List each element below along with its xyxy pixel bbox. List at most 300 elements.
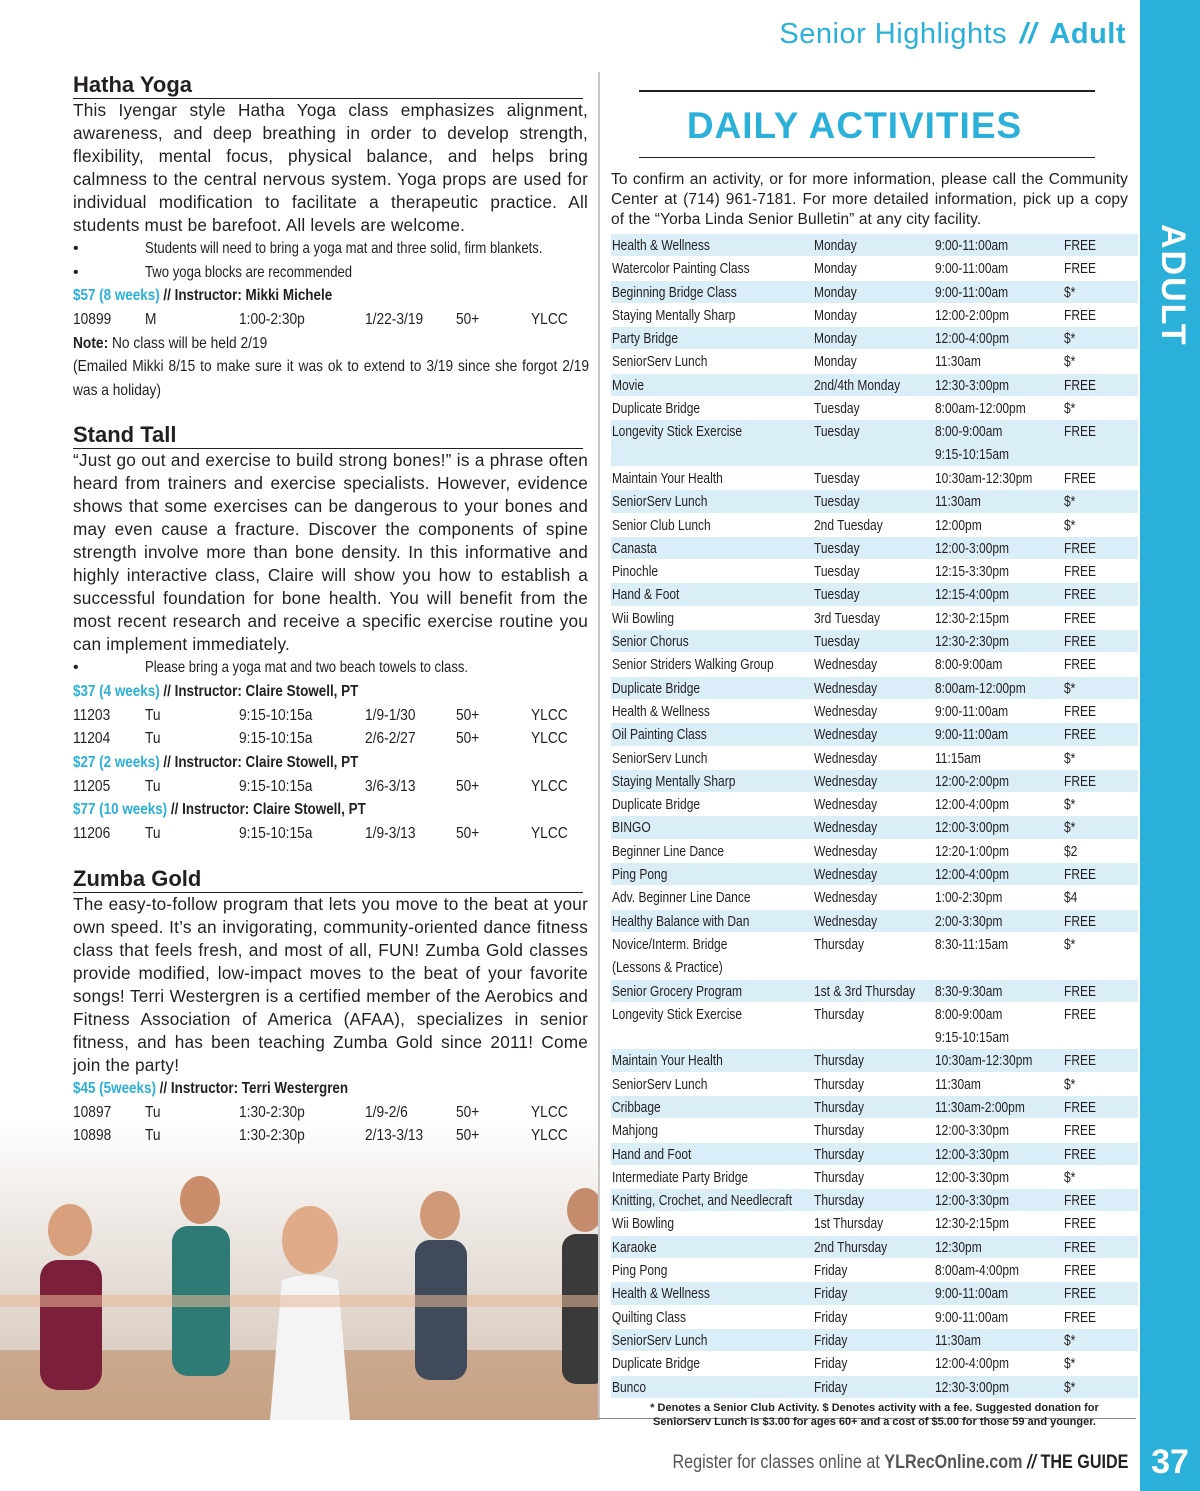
instructor: // Instructor: Claire Stowell, PT: [159, 753, 359, 771]
activity-name: Health & Wellness: [612, 1285, 710, 1303]
activity-day: Monday: [814, 353, 857, 371]
activity-name: Health & Wellness: [612, 702, 710, 720]
session-row: [73, 308, 588, 332]
session-dates: 2/6-2/27: [365, 730, 416, 747]
activity-name: Adv. Beginner Line Dance: [612, 889, 751, 907]
activity-row: [611, 910, 1138, 933]
activity-fee: FREE: [1064, 586, 1097, 604]
activity-name: Beginner Line Dance: [612, 842, 725, 860]
activity-row: [611, 490, 1138, 513]
activity-name: Movie: [612, 376, 645, 394]
activity-time: 11:15am: [935, 749, 981, 767]
session-day: Tu: [145, 1127, 161, 1144]
activity-day: Wednesday: [814, 749, 878, 767]
activity-name: Ping Pong: [612, 1262, 668, 1280]
activity-day: Tuesday: [814, 400, 860, 418]
activity-row: [611, 1096, 1138, 1119]
session-age: 50+: [456, 706, 480, 724]
activity-day: Tuesday: [814, 469, 860, 487]
activity-fee: $*: [1064, 1355, 1076, 1373]
activity-fee: FREE: [1064, 539, 1097, 557]
session-row: [73, 775, 588, 799]
activity-row: [611, 1166, 1138, 1189]
activity-fee: $*: [1064, 679, 1076, 697]
activity-fee: FREE: [1064, 1005, 1097, 1023]
activity-time: 12:30-2:15pm: [935, 609, 1010, 627]
activity-fee: FREE: [1064, 912, 1097, 930]
activity-row: [611, 397, 1138, 420]
session-time: 1:30-2:30p: [239, 1127, 305, 1144]
activity-row: [611, 420, 1138, 467]
activity-day: Tuesday: [814, 423, 860, 441]
stand-tall-title: Stand Tall: [73, 422, 583, 449]
activity-row: [611, 677, 1138, 700]
activity-row: [611, 630, 1138, 653]
activity-row: [611, 1352, 1138, 1375]
footer-separator: //: [1022, 1452, 1041, 1473]
hatha-note: [73, 332, 589, 356]
activity-time: 9:00-11:00am: [935, 1308, 1009, 1326]
activity-name: Wii Bowling: [612, 609, 675, 627]
activity-row: [611, 816, 1138, 839]
session-dates: 1/9-1/30: [365, 706, 416, 724]
hatha-title: Hatha Yoga: [73, 72, 583, 99]
activity-fee: FREE: [1064, 1122, 1097, 1140]
activity-row: [611, 350, 1138, 373]
activity-name: Oil Painting Class: [612, 726, 707, 744]
daily-activities: [611, 90, 1138, 1429]
activity-fee: FREE: [1064, 726, 1097, 744]
activity-name: Pinochle: [612, 563, 659, 581]
activity-row: [611, 1329, 1138, 1352]
activity-day: Thursday: [814, 1075, 865, 1093]
activity-time: 12:00-3:30pm: [935, 1192, 1010, 1210]
activity-fee: $*: [1064, 935, 1076, 953]
activity-day: Wednesday: [814, 656, 878, 674]
activity-time: 11:30am: [935, 1075, 981, 1093]
activity-time: 12:00-4:00pm: [935, 1355, 1010, 1373]
activity-fee: FREE: [1064, 260, 1097, 278]
activity-row: [611, 840, 1138, 863]
page-header: [779, 18, 1126, 51]
activity-fee: FREE: [1064, 306, 1097, 324]
activity-time: 8:00am-12:00pm: [935, 400, 1026, 418]
activity-fee: FREE: [1064, 1308, 1097, 1326]
price: $37 (4 weeks): [73, 682, 160, 700]
header-category: Adult: [1049, 18, 1126, 50]
activity-fee: FREE: [1064, 563, 1097, 581]
activity-day: Thursday: [814, 935, 865, 953]
activity-name: Quilting Class: [612, 1308, 687, 1326]
activity-fee: FREE: [1064, 1052, 1097, 1070]
zumba-price-line: [73, 1077, 506, 1101]
activity-name-cont: (Lessons & Practice): [612, 958, 723, 976]
session-location: YLCC: [531, 311, 568, 328]
zumba-class-photo: [0, 1120, 600, 1420]
activity-name: Senior Grocery Program: [612, 982, 743, 1000]
hatha-description: This Iyengar style Hatha Yoga class emphasizes alignment, awareness, and deep breathing in order to develop strength, flexibility, mental focus, physical balance, and helps bring calmness to the central nervous system. Yoga props are used for individual modification to facilitate a therapeutic practice. All students must be barefoot. All levels are welcome.: [73, 100, 588, 235]
activity-row: [611, 1119, 1138, 1142]
activity-name: Wii Bowling: [612, 1215, 675, 1233]
activity-row: [611, 607, 1138, 630]
activity-name: Longevity Stick Exercise: [612, 423, 743, 441]
activity-name: Longevity Stick Exercise: [612, 1005, 743, 1023]
stand-tall-price-line: [73, 751, 506, 775]
activity-day: Thursday: [814, 1192, 865, 1210]
activity-row: [611, 1073, 1138, 1096]
activity-row: [611, 327, 1138, 350]
page-number: 37: [1140, 1433, 1200, 1491]
activity-name: Duplicate Bridge: [612, 679, 701, 697]
activity-fee: $*: [1064, 749, 1076, 767]
footer-text: Register for classes online at: [672, 1452, 884, 1473]
activity-row: [611, 257, 1138, 280]
activity-name: SeniorServ Lunch: [612, 1075, 708, 1093]
activity-name: Novice/Interm. Bridge: [612, 935, 728, 953]
session-day: M: [145, 311, 157, 328]
activity-time: 2:00-3:30pm: [935, 912, 1003, 930]
course-number: 11205: [73, 777, 111, 795]
session-day: Tu: [145, 730, 161, 747]
activity-time: 12:30-3:00pm: [935, 376, 1010, 394]
activity-day: Tuesday: [814, 539, 860, 557]
note-text: No class will be held 2/19: [108, 334, 268, 352]
activity-time: 12:00-3:30pm: [935, 1168, 1010, 1186]
activity-fee: FREE: [1064, 1285, 1097, 1303]
session-row: [73, 704, 588, 728]
instructor: // Instructor: Claire Stowell, PT: [159, 682, 359, 700]
activity-row: [611, 700, 1138, 723]
activity-fee: $*: [1064, 819, 1076, 837]
activity-time: 9:00-11:00am: [935, 283, 1009, 301]
activity-fee: FREE: [1064, 423, 1097, 441]
activity-name: Duplicate Bridge: [612, 1355, 701, 1373]
activity-fee: $*: [1064, 796, 1076, 814]
bullet-text: Two yoga blocks are recommended: [145, 263, 353, 281]
activity-fee: FREE: [1064, 633, 1097, 651]
session-day: Tu: [145, 1103, 161, 1121]
course-number: 10899: [73, 311, 112, 328]
session-row: [73, 1101, 588, 1125]
session-age: 50+: [456, 1103, 480, 1121]
activity-row: [611, 863, 1138, 886]
activity-name: SeniorServ Lunch: [612, 749, 708, 767]
session-age: 50+: [456, 311, 480, 328]
activity-day: Wednesday: [814, 772, 878, 790]
stand-tall-description: “Just go out and exercise to build strong bones!” is a phrase often heard from trainers and exercise specialists. However, evidence shows that some exercises can be dangerous to your bones and may even cause a fracture. Discover the components of spine strength involve more than bone density. In this informative and highly interactive class, Claire will show you how to establish a successful foundation for bone health. You will benefit from the most recent research and receive a specific exercise routine you can implement immediately.: [73, 450, 588, 654]
activity-time: 12:00-4:00pm: [935, 796, 1010, 814]
activity-day: Monday: [814, 306, 857, 324]
activity-time: 11:30am: [935, 493, 981, 511]
side-tab-label: ADULT: [1154, 224, 1192, 347]
activity-name: Mahjong: [612, 1122, 659, 1140]
activity-time: 12:30pm: [935, 1238, 982, 1256]
activities-table: [611, 234, 1138, 1399]
activity-fee: FREE: [1064, 1145, 1097, 1163]
activity-day: 2nd Tuesday: [814, 516, 883, 534]
daily-intro: To confirm an activity, or for more information, please call the Community Center at (714) 961-7181. For more detailed information, pick up a copy of the “Yorba Linda Senior Bulletin” at any city facility.: [611, 171, 1128, 228]
activity-row: [611, 1259, 1138, 1282]
activity-day: Thursday: [814, 1052, 865, 1070]
activity-time: 8:00-9:00am: [935, 423, 1003, 441]
column-divider: [598, 72, 600, 1420]
activity-name: Watercolor Painting Class: [612, 260, 750, 278]
activity-row: [611, 1049, 1138, 1072]
hatha-price-line: [73, 284, 506, 308]
activity-day: Wednesday: [814, 889, 878, 907]
activity-time: 12:00-3:00pm: [935, 539, 1010, 557]
activity-day: Thursday: [814, 1145, 865, 1163]
zumba-description: The easy-to-follow program that lets you move to the beat at your own speed. It’s an invigorating, community-oriented dance fitness class that feels fresh, and most of all, FUN! Zumba Gold classes provide modified, low-impact moves to the beat of your favorite songs! Terri Westergren is a certified member of the Aerobics and Fitness Association of America (AFAA), specializes in senior fitness, and has been teaching Zumba Gold since 2011! Come join the party!: [73, 893, 588, 1075]
activity-fee: $*: [1064, 1331, 1076, 1349]
hatha-note-2: (Emailed Mikki 8/15 to make sure it was ok to extend to 3/19 since she forgot 2/19 was a holiday): [73, 358, 589, 399]
activity-day: 2nd Thursday: [814, 1238, 888, 1256]
session-dates: 1/22-3/19: [365, 311, 424, 328]
activity-fee: $*: [1064, 1168, 1076, 1186]
session-dates: 3/6-3/13: [365, 777, 416, 795]
activity-name: BINGO: [612, 819, 651, 837]
activity-day: Thursday: [814, 1168, 865, 1186]
activity-row: [611, 583, 1138, 606]
dancers-illustration: [0, 1120, 600, 1420]
activity-time: 10:30am-12:30pm: [935, 469, 1033, 487]
activity-day: Tuesday: [814, 633, 860, 651]
activity-fee: FREE: [1064, 237, 1097, 254]
activity-time: 8:00am-4:00pm: [935, 1262, 1020, 1280]
activity-day: Wednesday: [814, 796, 878, 814]
activity-time: 11:30am-2:00pm: [935, 1098, 1025, 1116]
activity-day: Friday: [814, 1308, 848, 1326]
activity-name: Health & Wellness: [612, 237, 710, 254]
activity-row: [611, 980, 1138, 1003]
activity-time: 12:00-4:00pm: [935, 866, 1010, 884]
activity-row: [611, 1212, 1138, 1235]
session-time: 1:00-2:30p: [239, 311, 305, 328]
session-time: 9:15-10:15a: [239, 706, 313, 724]
activity-day: 1st Thursday: [814, 1215, 884, 1233]
activity-fee: FREE: [1064, 1192, 1097, 1210]
hatha-bullet: • Two yoga blocks are recommended: [73, 261, 588, 285]
activity-day: Tuesday: [814, 493, 860, 511]
page-footer: [672, 1452, 1128, 1474]
activity-day: Thursday: [814, 1098, 865, 1116]
activity-row: [611, 560, 1138, 583]
session-time: 9:15-10:15a: [239, 730, 313, 747]
activity-day: Monday: [814, 283, 857, 301]
activity-day: 2nd/4th Monday: [814, 376, 901, 394]
activity-fee: $*: [1064, 330, 1076, 348]
activity-fee: FREE: [1064, 1215, 1097, 1233]
activity-time: 12:15-3:30pm: [935, 563, 1010, 581]
stand-tall-bullet: • Please bring a yoga mat and two beach towels to class.: [73, 656, 588, 680]
session-age: 50+: [456, 730, 480, 747]
activity-time: 9:00-11:00am: [935, 260, 1009, 278]
activity-row: [611, 281, 1138, 304]
activity-time: 12:30-2:15pm: [935, 1215, 1010, 1233]
session-day: Tu: [145, 706, 161, 724]
activity-time: 12:30-2:30pm: [935, 633, 1010, 651]
activity-fee: FREE: [1064, 1262, 1097, 1280]
activity-row: [611, 467, 1138, 490]
course-number: 11203: [73, 706, 111, 724]
instructor: // Instructor: Claire Stowell, PT: [167, 801, 366, 818]
activity-time: 12:00-4:00pm: [935, 330, 1010, 348]
header-section: Senior Highlights: [779, 18, 1008, 50]
price: $77 (10 weeks): [73, 801, 168, 818]
activity-day: Friday: [814, 1331, 848, 1349]
activity-time: 11:30am: [935, 1331, 981, 1349]
activity-name: Party Bridge: [612, 330, 679, 348]
activity-fee: FREE: [1064, 376, 1097, 394]
activity-time: 12:15-4:00pm: [935, 586, 1010, 604]
activity-row: [611, 1282, 1138, 1305]
activity-name: Senior Club Lunch: [612, 516, 711, 534]
session-dates: 1/9-2/6: [365, 1103, 408, 1121]
activity-fee: $2: [1064, 842, 1078, 860]
activity-time: 12:00pm: [935, 516, 982, 534]
activity-day: Monday: [814, 260, 857, 278]
activity-day: Tuesday: [814, 586, 860, 604]
activity-name: Duplicate Bridge: [612, 796, 701, 814]
bullet-text: Students will need to bring a yoga mat and three solid, firm blankets.: [145, 240, 543, 257]
title-rule-bottom: [639, 157, 1095, 159]
footer-url[interactable]: YLRecOnline.com: [883, 1452, 1023, 1473]
activity-fee: $4: [1064, 889, 1078, 907]
activity-name: Knitting, Crochet, and Needlecraft: [612, 1192, 793, 1210]
activity-fee: FREE: [1064, 702, 1097, 720]
activity-day: Friday: [814, 1285, 848, 1303]
activity-row: [611, 374, 1138, 397]
activity-name: SeniorServ Lunch: [612, 1331, 708, 1349]
activity-name: Duplicate Bridge: [612, 400, 701, 418]
activity-day: Wednesday: [814, 679, 878, 697]
activity-time: 11:30am: [935, 353, 981, 371]
session-time: 9:15-10:15a: [239, 825, 313, 842]
activity-time: 12:00-2:00pm: [935, 306, 1010, 324]
activity-row: [611, 886, 1138, 909]
session-location: YLCC: [531, 1127, 568, 1144]
activity-name: Ping Pong: [612, 866, 668, 884]
activity-time: 8:00am-12:00pm: [935, 679, 1026, 697]
class-listings: [73, 72, 588, 1148]
session-day: Tu: [145, 825, 161, 842]
activity-row: [611, 1189, 1138, 1212]
activity-day: Wednesday: [814, 842, 878, 860]
price: $45 (5weeks): [73, 1079, 156, 1097]
activity-time: 8:30-9:30am: [935, 982, 1003, 1000]
activity-row: [611, 1236, 1138, 1259]
activity-time: 12:30-3:00pm: [935, 1378, 1010, 1396]
activity-day: Friday: [814, 1262, 848, 1280]
session-location: YLCC: [531, 730, 568, 747]
activity-time: 10:30am-12:30pm: [935, 1052, 1033, 1070]
activity-time: 8:30-11:15am: [935, 935, 1009, 953]
activity-day: Monday: [814, 237, 857, 254]
activity-fee: $*: [1064, 400, 1076, 418]
activity-fee: $*: [1064, 283, 1076, 301]
activity-time: 12:00-3:30pm: [935, 1145, 1010, 1163]
session-location: YLCC: [531, 1103, 568, 1121]
activity-name: Hand and Foot: [612, 1145, 692, 1163]
activity-name: SeniorServ Lunch: [612, 493, 708, 511]
activity-day: Wednesday: [814, 912, 878, 930]
session-row: [73, 727, 588, 751]
session-time: 1:30-2:30p: [239, 1103, 305, 1121]
activity-day: 1st & 3rd Thursday: [814, 982, 916, 1000]
activity-name: Senior Striders Walking Group: [612, 656, 774, 674]
activity-name: Maintain Your Health: [612, 1052, 723, 1070]
activity-name: Canasta: [612, 539, 657, 557]
activity-time-2: 9:15-10:15am: [935, 1028, 1010, 1046]
activity-time: 12:00-2:00pm: [935, 772, 1010, 790]
activity-row: [611, 793, 1138, 816]
activity-name: Karaoke: [612, 1238, 657, 1256]
session-age: 50+: [456, 1127, 480, 1144]
activity-time: 12:20-1:00pm: [935, 842, 1010, 860]
bullet-text: Please bring a yoga mat and two beach towels to class.: [145, 659, 469, 676]
activity-day: 3rd Tuesday: [814, 609, 881, 627]
activity-name: Maintain Your Health: [612, 469, 723, 487]
session-age: 50+: [456, 825, 480, 842]
instructor: // Instructor: Terri Westergren: [155, 1079, 349, 1097]
session-location: YLCC: [531, 706, 568, 724]
activity-name: Hand & Foot: [612, 586, 680, 604]
activity-day: Monday: [814, 330, 857, 348]
zumba-title: Zumba Gold: [73, 866, 583, 893]
session-time: 9:15-10:15a: [239, 777, 313, 795]
activity-fee: $*: [1064, 1378, 1076, 1396]
activity-fee: $*: [1064, 493, 1076, 511]
session-dates: 1/9-3/13: [365, 825, 416, 842]
activity-name: Beginning Bridge Class: [612, 283, 737, 301]
note-label: Note:: [73, 334, 109, 352]
activity-day: Wednesday: [814, 702, 878, 720]
activity-row: [611, 1376, 1138, 1399]
stand-tall-price-line: [73, 798, 506, 822]
course-number: 11206: [73, 825, 111, 842]
activity-time: 9:00-11:00am: [935, 702, 1009, 720]
course-number: 10898: [73, 1127, 112, 1144]
activity-fee: FREE: [1064, 866, 1097, 884]
session-age: 50+: [456, 777, 480, 795]
price: $27 (2 weeks): [73, 753, 160, 771]
activity-fee: $*: [1064, 353, 1076, 371]
activity-time: 8:00-9:00am: [935, 656, 1003, 674]
activity-fee: FREE: [1064, 982, 1097, 1000]
title-rule-top: [639, 90, 1095, 92]
session-dates: 2/13-3/13: [365, 1127, 424, 1144]
activity-row: [611, 1306, 1138, 1329]
header-separator: //: [1019, 18, 1037, 50]
activity-row: [611, 770, 1138, 793]
activity-time: 8:00-9:00am: [935, 1005, 1003, 1023]
activity-name: SeniorServ Lunch: [612, 353, 708, 371]
activity-fee: FREE: [1064, 772, 1097, 790]
activity-name: Staying Mentally Sharp: [612, 772, 736, 790]
activity-row: [611, 1003, 1138, 1050]
activity-row: [611, 234, 1138, 257]
activity-row: [611, 514, 1138, 537]
session-row: [73, 822, 588, 846]
activity-fee: FREE: [1064, 1238, 1097, 1256]
activity-row: [611, 723, 1138, 746]
hatha-bullet: • Students will need to bring a yoga mat and three solid, firm blankets.: [73, 237, 588, 261]
activity-time-2: 9:15-10:15am: [935, 446, 1010, 464]
activity-name: Cribbage: [612, 1098, 661, 1116]
footer-guide: THE GUIDE: [1040, 1452, 1128, 1473]
stand-tall-price-line: [73, 680, 506, 704]
activity-row: [611, 933, 1138, 980]
